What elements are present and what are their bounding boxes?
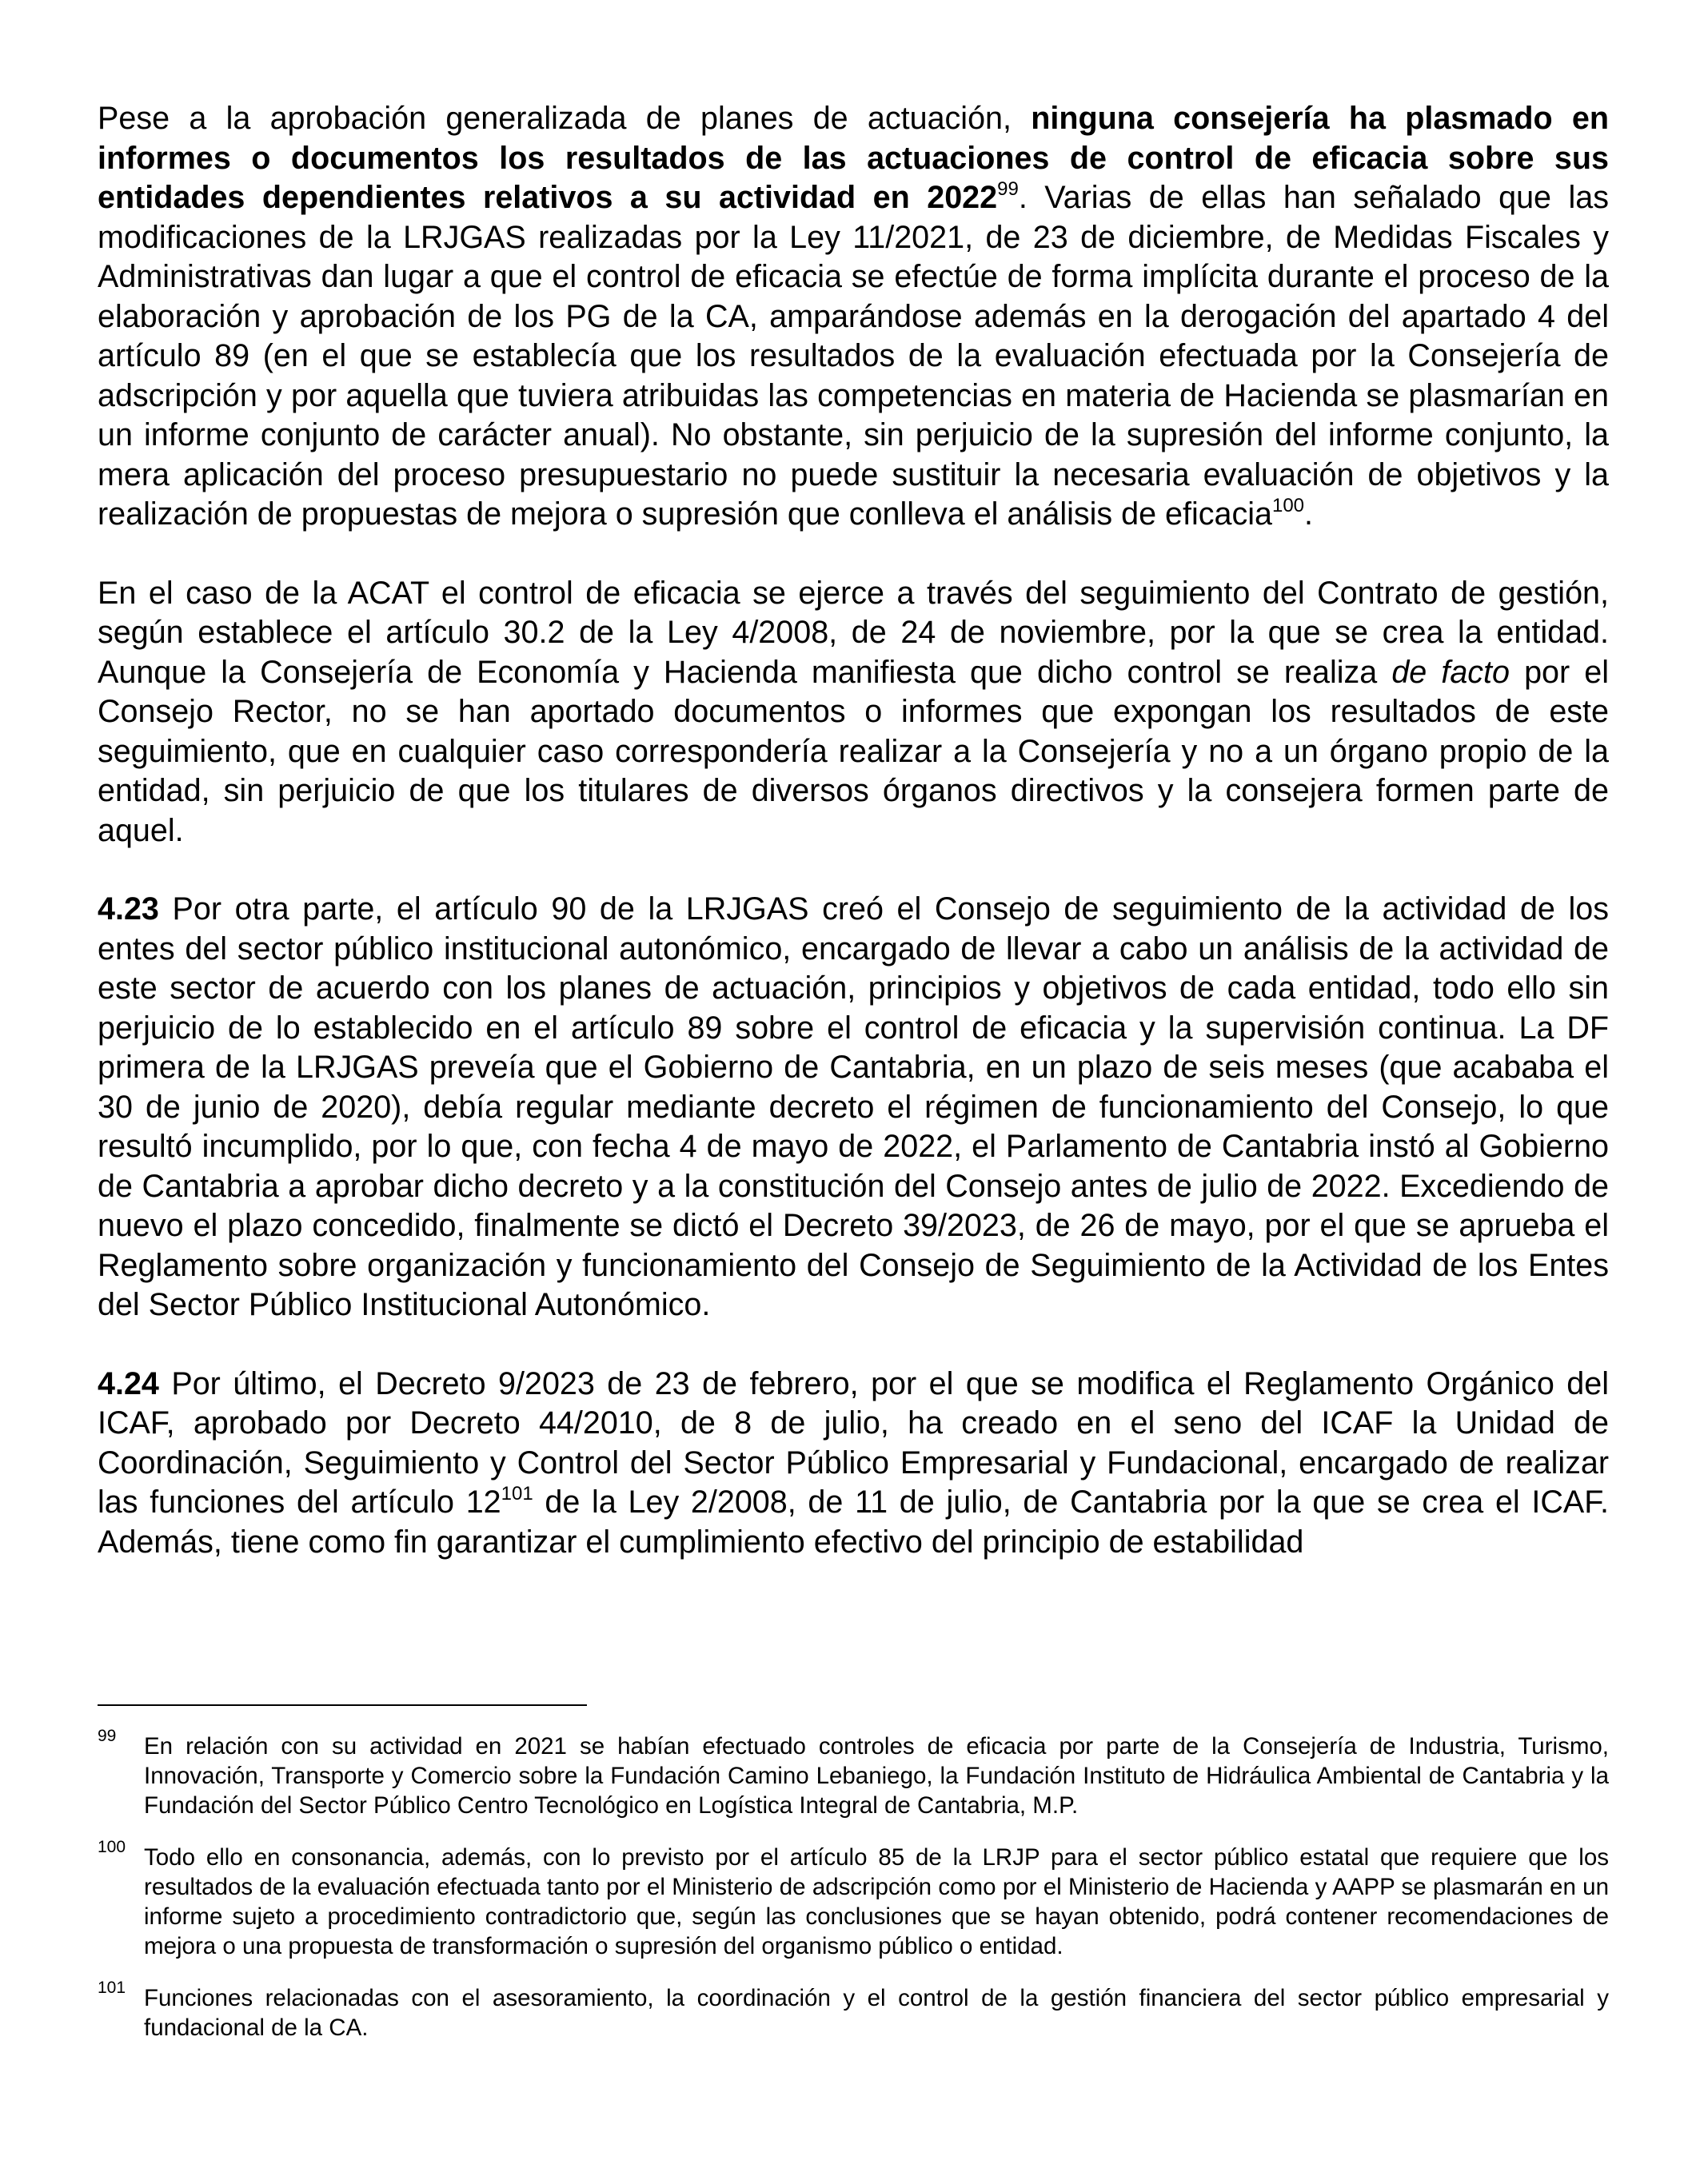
paragraph-bold-text: ninguna consejería ha plasmado en informes o documentos los resultados de las actuaciones de control de eficacia sobre sus entidades dependientes relativos a su actividad en 2022 [98, 101, 1609, 215]
paragraph-text: Pese a la aprobación generalizada de planes de actuación, [98, 101, 1032, 136]
footnote-number: 99 [98, 1727, 117, 1745]
footnote-ref-99[interactable]: 99 [997, 178, 1019, 200]
paragraph-text: Por último, el Decreto 9/2023 de 23 de febrero, por el que se modifica el Reglamento Orgánico del ICAF, aprobado por Decreto 44/2010, de 8 de julio, ha creado en el seno del ICAF la Unidad de Coordinación, Seguimiento y Control del Sector Público Empresarial y Fundacional, encargado de realizar las funciones del artículo 12 [98, 1365, 1609, 1520]
paragraph-4-23 [98, 890, 1609, 1325]
footnote-99 [98, 1727, 1609, 1820]
footnote-text: Todo ello en consonancia, además, con lo previsto por el artículo 85 de la LRJP para el sector público estatal que requiere que los resultados de la evaluación efectuada tanto por el Ministerio de adscripción como por el Ministerio de Hacienda y AAPP se plasmarán en un informe sujeto a procedimiento contradictorio que, según las conclusiones que se hayan obtenido, podrá contener recomendaciones de mejora o una propuesta de transformación o supresión del organismo público o entidad. [144, 1844, 1609, 1959]
footnote-ref-100[interactable]: 100 [1271, 495, 1305, 516]
paragraph-number: 4.23 [98, 891, 159, 927]
footnotes-section [98, 1727, 1609, 2065]
paragraph-text: Por otra parte, el artículo 90 de la LRJGAS creó el Consejo de seguimiento de la actividad de los entes del sector público institucional autonómico, encargado de llevar a cabo un análisis de la actividad de este sector de acuerdo con los planes de actuación, principios y objetivos de cada entidad, todo ello sin perjuicio de lo establecido en el artículo 89 sobre el control de eficacia y la supervisión continua. La DF primera de la LRJGAS preveía que el Gobierno de Cantabria, en un plazo de seis meses (que acababa el 30 de junio de 2020), debía regular mediante decreto el régimen de funcionamiento del Consejo, lo que resultó incumplido, por lo que, con fecha 4 de mayo de 2022, el Parlamento de Cantabria instó al Gobierno de Cantabria a aprobar dicho decreto y a la constitución del Consejo antes de julio de 2022. Excediendo de nuevo el plazo concedido, finalmente se dictó el Decreto 39/2023, de 26 de mayo, por el que se aprueba el Reglamento sobre organización y funcionamiento del Consejo de Seguimiento de la Actividad de los Entes del Sector Público Institucional Autonómico. [98, 891, 1609, 1322]
paragraph-4-24 [98, 1365, 1609, 1563]
footnote-100 [98, 1838, 1609, 1961]
footnote-text: En relación con su actividad en 2021 se habían efectuado controles de eficacia por parte de la Consejería de Industria, Turismo, Innovación, Transporte y Comercio sobre la Fundación Camino Lebaniego, la Fundación Instituto de Hidráulica Ambiental de Cantabria y la Fundación del Sector Público Centro Tecnológico en Logística Integral de Cantabria, M.P. [144, 1733, 1609, 1819]
footnote-number: 100 [98, 1838, 126, 1856]
document-body [98, 99, 1609, 1601]
paragraph-text: . [1304, 496, 1313, 532]
paragraph-control-eficacia [98, 99, 1609, 535]
footnote-number: 101 [98, 1979, 126, 1997]
footnote-separator [98, 1704, 587, 1706]
paragraph-text: de la Ley 2/2008, de 11 de julio, de Cantabria por la que se crea el ICAF. Además, tiene como fin garantizar el cumplimiento efectivo del principio de estabilidad [98, 1485, 1609, 1560]
paragraph-italic-text: de facto [1391, 654, 1510, 690]
paragraph-acat [98, 574, 1609, 851]
paragraph-text: . Varias de ellas han señalado que las modificaciones de la LRJGAS realizadas por la Ley 11/2021, de 23 de diciembre, de Medidas Fiscales y Administrativas dan lugar a que el control de eficacia se efectúe de forma implícita durante el proceso de la elaboración y aprobación de los PG de la CA, amparándose además en la derogación del apartado 4 del artículo 89 (en el que se establecía que los resultados de la evaluación efectuada por la Consejería de adscripción y por aquella que tuviera atribuidas las competencias en materia de Hacienda se plasmarían en un informe conjunto de carácter anual). No obstante, sin perjuicio de la supresión del informe conjunto, la mera aplicación del proceso presupuestario no puede sustituir la necesaria evaluación de objetivos y la realización de propuestas de mejora o supresión que conlleva el análisis de eficacia [98, 180, 1609, 532]
paragraph-number: 4.24 [98, 1365, 159, 1401]
footnote-101 [98, 1979, 1609, 2043]
paragraph-text: En el caso de la ACAT el control de eficacia se ejerce a través del seguimiento del Contrato de gestión, según establece el artículo 30.2 de la Ley 4/2008, de 24 de noviembre, por la que se crea la entidad. Aunque la Consejería de Economía y Hacienda manifiesta que dicho control se realiza [98, 575, 1609, 690]
footnote-ref-101[interactable]: 101 [501, 1483, 533, 1504]
paragraph-text: por el Consejo Rector, no se han aportado documentos o informes que expongan los resultados de este seguimiento, que en cualquier caso correspondería realizar a la Consejería y no a un órgano propio de la entidad, sin perjuicio de que los titulares de diversos órganos directivos y la consejera formen parte de aquel. [98, 654, 1609, 848]
footnote-text: Funciones relacionadas con el asesoramiento, la coordinación y el control de la gestión financiera del sector público empresarial y fundacional de la CA. [144, 1985, 1609, 2041]
